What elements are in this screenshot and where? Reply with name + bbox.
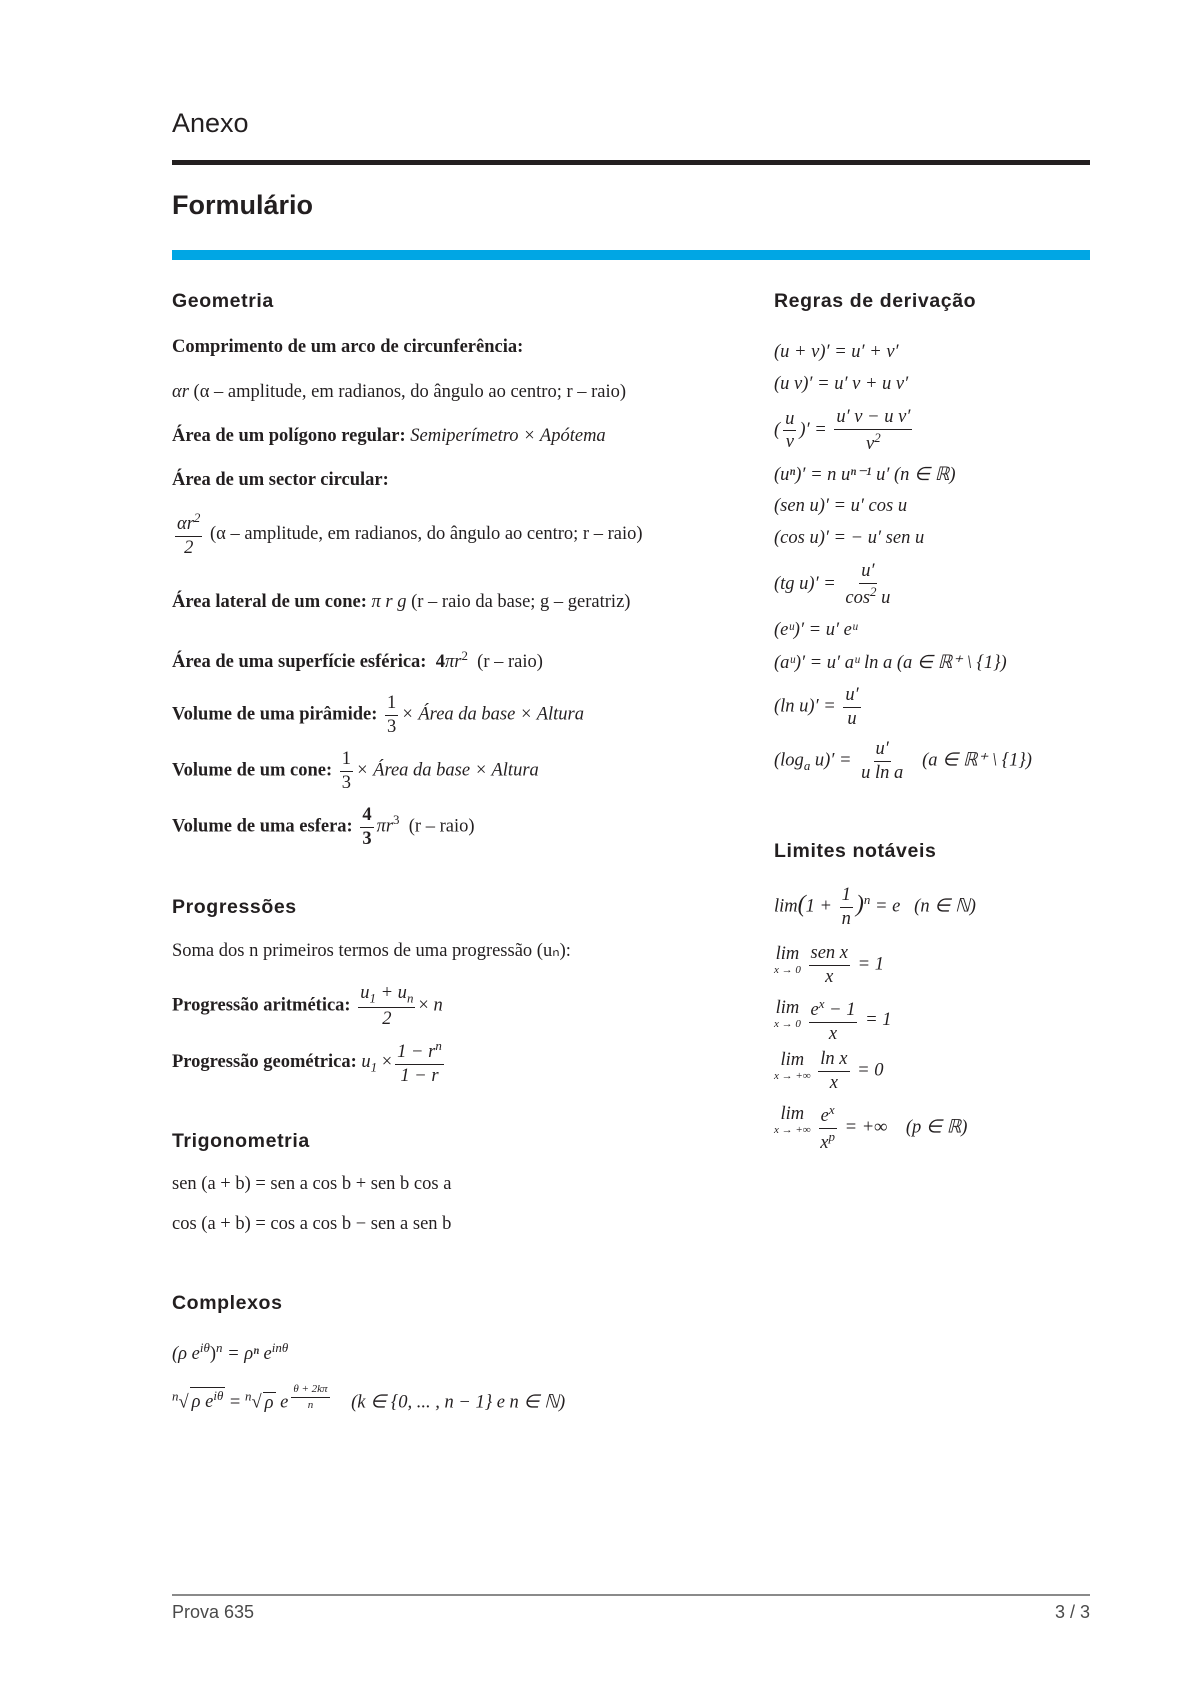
derivative-log-a: ($\log_a$ u)′ = $\frac{u'}{\text{u ln a}}$ (a ∈ ℝ⁺ \ {1}) [774,739,1032,783]
arc-formula: αr (α – amplitude, em radianos, do ângulo ao centro; r – raio) [172,382,627,402]
limit-e: lim(1 + $\frac{1}{n}$ )$^n$ = e (n ∈ ℕ) [774,885,976,929]
trigonometria-heading: Trigonometria [172,1130,310,1152]
sphere-volume-line: Volume de uma esfera: $\frac{4}{3}$ $\pi r^3$ (r – raio) [172,805,475,849]
section-title: Formulário [172,190,314,220]
title-divider [172,160,1090,165]
pyramid-line: Volume de uma pirâmide: $\frac{1}{3}$ × Área da base × Altura [172,693,584,737]
sector-label: Área de um sector circular: [172,470,389,490]
complex-power-formula: (ρ $e^{i\theta})^n = \rho^n$ $e^{in\theta}$ [172,1340,289,1365]
limit-exp-power: lim x → +∞ $\frac{e^x}{x^p}$ = +∞ (p ∈ ℝ) [774,1102,968,1153]
footer-exam-code: Prova 635 [172,1602,255,1622]
footer-page-number: 3 / 3 [1054,1602,1090,1622]
arithmetic-line: Progressão aritmética: $\frac{u_1 + u_n}{2}$ × n [172,983,443,1030]
complexos-heading: Complexos [172,1292,283,1314]
arc-label: Comprimento de um arco de circunferência: [172,337,524,357]
geometric-line: Progressão geométrica: $u_1$ × $\frac{1 - r^n}{1 - r}$ [172,1038,442,1086]
derivative-ln: (ln u)′ = $\frac{u'}{u}$ [774,685,859,729]
derivative-exp: (eᵘ)′ = u′ eᵘ [774,620,858,640]
polygon-line: Área de um polígono regular: Semiperímetro × Apótema [172,426,606,446]
sphere-area-line: Área de uma superfície esférica: $4\pi r^2$ (r – raio) [172,648,543,673]
accent-divider [172,250,1090,260]
limites-heading: Limites notáveis [774,840,937,862]
progressoes-heading: Progressões [172,896,297,918]
derivative-quotient: ( $\frac{u}{v}$ )′ = $\frac{\text{u′ v − u v′}}{v^2}$ [774,407,911,454]
sector-formula: $\frac{\alpha r^2}{2}$ (α – amplitude, em radianos, do ângulo ao centro; r – raio) [177,510,643,558]
derivative-sum: (u + v)′ = u′ + v′ [774,342,899,362]
limit-sin: lim x → 0 $\frac{\text{sen x}}{x}$ = 1 [774,943,884,987]
derivative-product: (u v)′ = u′ v + u v′ [774,374,909,394]
derivacao-heading: Regras de derivação [774,290,977,312]
derivative-sin: (sen u)′ = u′ cos u [774,496,908,516]
cone-volume-line: Volume de um cone: $\frac{1}{3}$ × Área da base × Altura [172,749,539,793]
derivative-exp-a: (aᵘ)′ = u′ aᵘ ln a (a ∈ ℝ⁺ \ {1}) [774,653,1007,673]
geometria-heading: Geometria [172,290,274,312]
page-title: Anexo [172,108,249,138]
derivative-cos: (cos u)′ = − u′ sen u [774,528,925,548]
limit-ln: lim x → +∞ $\frac{\text{ln x}}{x}$ = 0 [774,1049,884,1093]
progression-sum-text: Soma dos n primeiros termos de uma progressão (uₙ): [172,941,571,961]
complex-root-formula: $^n$√ ρ $e^{i\theta} = ^n√$ ρ e $^{\frac{\theta + 2k\pi}{n}}$ (k ∈ {0, ... , n − 1} e n ∈ ℕ) [172,1383,566,1413]
limit-exp: lim x → 0 $\frac{e^x - 1}{x}$ = 1 [774,996,892,1044]
cone-lateral-line: Área lateral de um cone: π r g (r – raio da base; g – geratriz) [172,592,631,612]
footer-divider [172,1594,1090,1596]
derivative-tan: (tg u)′ = $\frac{u'}{\cos^2 u}$ [774,561,891,608]
sin-sum-formula: sen (a + b) = sen a cos b + sen b cos a [172,1174,452,1194]
derivative-power: (uⁿ)′ = n uⁿ⁻¹ u′ (n ∈ ℝ) [774,465,956,485]
cos-sum-formula: cos (a + b) = cos a cos b − sen a sen b [172,1214,452,1234]
